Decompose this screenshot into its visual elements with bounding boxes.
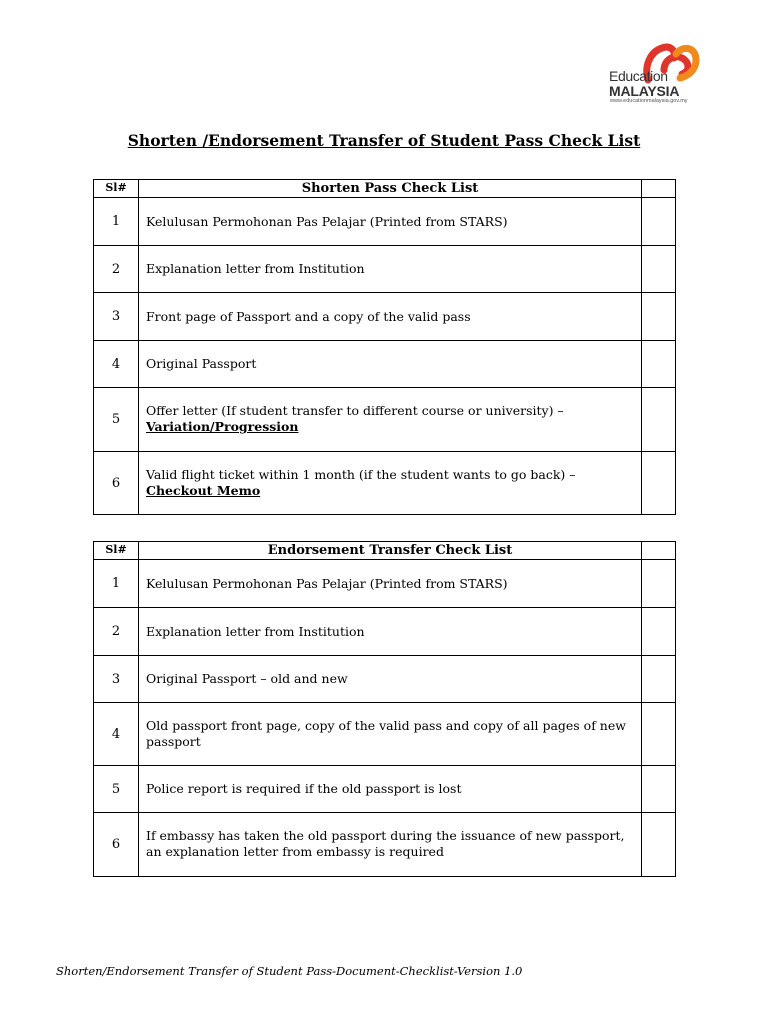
table-row — [94, 246, 676, 293]
row-number: 6 — [94, 813, 139, 877]
check-cell[interactable] — [642, 703, 676, 766]
row-number: 1 — [94, 560, 139, 608]
document-title: Shorten /Endorsement Transfer of Student Pass Check List — [127, 131, 641, 150]
table-row — [94, 388, 676, 452]
check-cell[interactable] — [642, 766, 676, 813]
row-description: Explanation letter from Institution — [139, 608, 642, 656]
table-row — [94, 813, 676, 877]
check-cell[interactable] — [642, 341, 676, 388]
check-cell[interactable] — [642, 452, 676, 515]
column-header-sl: Sl# — [94, 542, 139, 560]
table-row — [94, 656, 676, 703]
row-number: 3 — [94, 656, 139, 703]
row-number: 4 — [94, 341, 139, 388]
endorsement-transfer-checklist-table — [93, 541, 676, 877]
logo-text-malaysia: MALAYSIA — [609, 83, 680, 99]
checkout-memo-link[interactable]: Checkout Memo — [146, 483, 261, 498]
row-description-text: Valid flight ticket within 1 month (if the student wants to go back) – — [146, 467, 576, 482]
row-number: 2 — [94, 608, 139, 656]
row-description: Original Passport — [139, 341, 642, 388]
check-cell[interactable] — [642, 293, 676, 341]
check-cell[interactable] — [642, 560, 676, 608]
row-number: 5 — [94, 388, 139, 452]
row-number: 4 — [94, 703, 139, 766]
table-row — [94, 198, 676, 246]
check-cell[interactable] — [642, 388, 676, 452]
check-cell[interactable] — [642, 246, 676, 293]
row-description: Kelulusan Permohonan Pas Pelajar (Printed from STARS) — [139, 560, 642, 608]
row-description: Explanation letter from Institution — [139, 246, 642, 293]
row-number: 3 — [94, 293, 139, 341]
check-cell[interactable] — [642, 198, 676, 246]
education-malaysia-logo — [606, 40, 706, 106]
table-row — [94, 608, 676, 656]
row-description: Front page of Passport and a copy of the valid pass — [139, 293, 642, 341]
table-row — [94, 452, 676, 515]
row-number: 5 — [94, 766, 139, 813]
table-heading-endorsement: Endorsement Transfer Check List — [139, 542, 642, 560]
table-row — [94, 341, 676, 388]
column-header-sl: Sl# — [94, 180, 139, 198]
variation-progression-link[interactable]: Variation/Progression — [146, 419, 299, 434]
row-description: If embassy has taken the old passport during the issuance of new passport, an explanation letter from embassy is required — [139, 813, 642, 877]
row-number: 1 — [94, 198, 139, 246]
table-header-row — [94, 542, 676, 560]
logo-text-education: Education — [609, 68, 668, 84]
document-footer: Shorten/Endorsement Transfer of Student Pass-Document-Checklist-Version 1.0 — [56, 964, 523, 978]
row-description — [139, 452, 642, 515]
row-description: Kelulusan Permohonan Pas Pelajar (Printed from STARS) — [139, 198, 642, 246]
check-cell[interactable] — [642, 813, 676, 877]
table-row — [94, 293, 676, 341]
table-row — [94, 766, 676, 813]
row-description-text: Offer letter (If student transfer to different course or university) – — [146, 403, 564, 418]
shorten-pass-checklist-table — [93, 179, 676, 515]
table-row — [94, 560, 676, 608]
check-cell[interactable] — [642, 608, 676, 656]
table-header-row — [94, 180, 676, 198]
row-description — [139, 388, 642, 452]
checkbox-column-header — [642, 542, 676, 560]
row-number: 6 — [94, 452, 139, 515]
row-description: Police report is required if the old passport is lost — [139, 766, 642, 813]
table-heading-shorten: Shorten Pass Check List — [139, 180, 642, 198]
row-number: 2 — [94, 246, 139, 293]
logo-url: www.educationmalaysia.gov.my — [610, 98, 688, 104]
row-description: Original Passport – old and new — [139, 656, 642, 703]
table-row — [94, 703, 676, 766]
checkbox-column-header — [642, 180, 676, 198]
row-description: Old passport front page, copy of the valid pass and copy of all pages of new passport — [139, 703, 642, 766]
check-cell[interactable] — [642, 656, 676, 703]
